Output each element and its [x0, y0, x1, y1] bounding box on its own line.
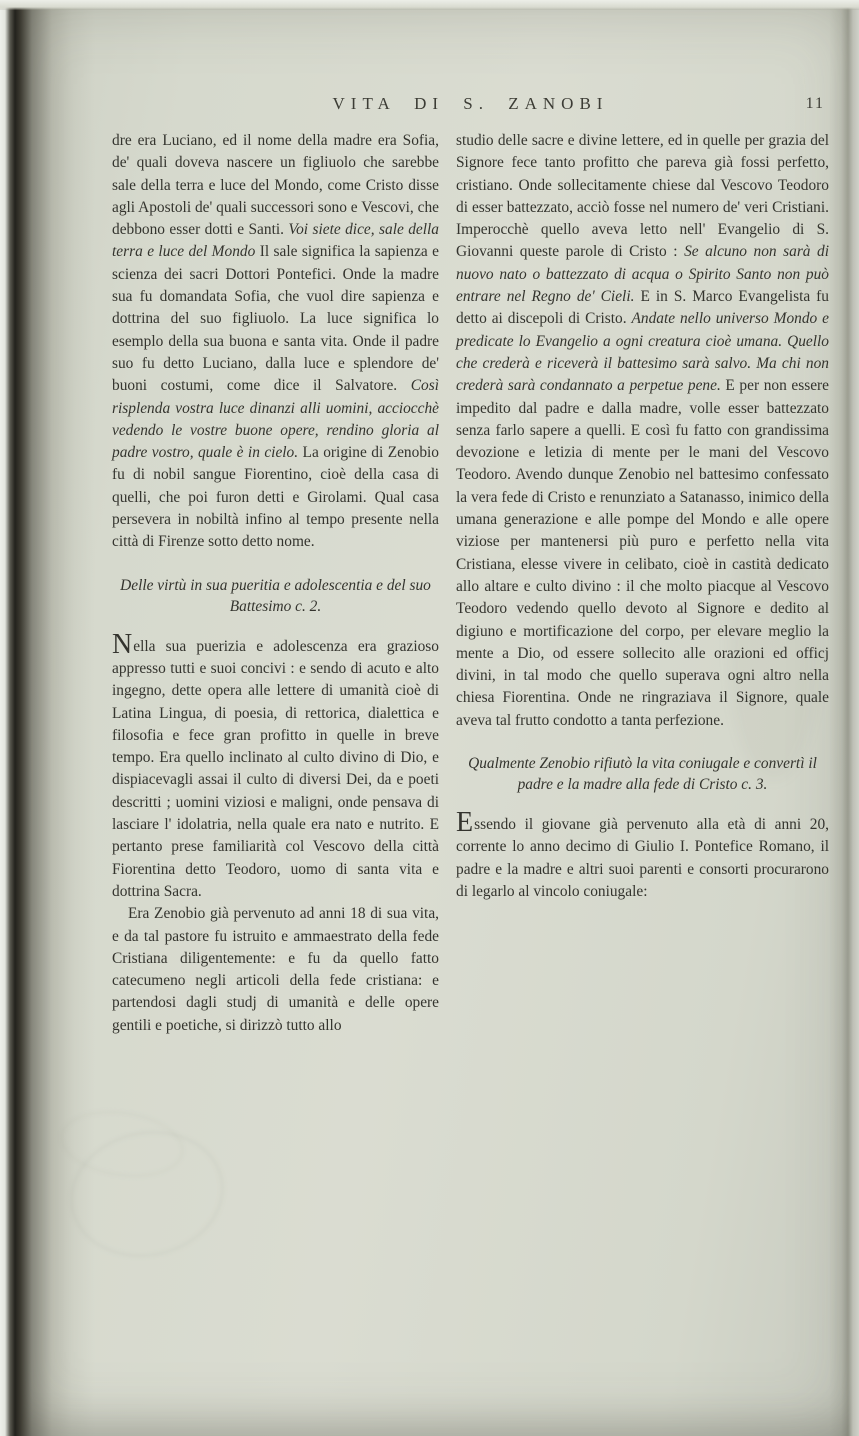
text-run: ella sua puerizia e adolescenza era grazioso appresso tutti e suoi concivi : e sendo di acuto e alto ingegno, dette opera alle lettere di umanità cioè di Latina Lingua, di poesia, di rettorica, dialettica e filosofia e fece gran profitto in quelle in breve tempo. Era quello inclinato al culto divino di Dio, e dispiacevagli assai il culto di diversi Dei, da e poeti descritti ; uomini viziosi e maligni, onde pensava di lasciare l' idolatria, nella quale era nato e nutrito. E pertanto prese familiarità col Vescovo della città Fiorentina detto Teodoro, uomo di santa vita e dottrina Sacra.	[112, 637, 439, 900]
paragraph: Essendo il giovane già pervenuto alla età di anni 20, corrente lo anno decimo di Giulio I. Pontefice Romano, il padre e la madre e altri suoi parenti e consorti procurarono di legarlo al vincolo coniugale:	[456, 807, 829, 900]
text-run: studio delle sacre e divine lettere, ed in quelle per grazia del Signore fece tanto profitto che pareva già fossi perfetto, cristiano. Onde sollecitamente chiese dal Vescovo Teodoro di esser battezzato, acciò fosse nel numero de' veri Cristiani. Imperocchè quello aveva letto nell' Evangelio di S. Giovanni queste parole di Cristo :	[456, 132, 829, 261]
page-number: 11	[805, 95, 825, 112]
page-right-edge	[829, 0, 859, 1436]
text-run-italic: Voi siete dice, sale della terra e luce del Mondo	[112, 221, 439, 261]
text-columns	[112, 130, 829, 1037]
book-spine-shadow	[0, 0, 95, 1436]
running-header	[112, 94, 829, 118]
left-column	[112, 130, 439, 1037]
text-run: E per non essere impedito dal padre e dalla madre, volle esser battezzato senza farlo sapere a quelli. E così fu fatto con grandissima devozione e letizia di mente per le mani del Vescovo Teodoro. Avendo dunque Zenobio nel battesimo confessato la vera fede di Cristo e renunziato a Satanasso, inimico della umana generazione e alle pompe del Mondo e alle opere viziose per mantenersi più puro e perfetto nella vita Cristiana, elesse vivere in celibato, cioè in castità dedicato allo altare e culto divino : il che molto piacque al Vescovo Teodoro vedendo quello devoto al Signore e dedito al digiuno e mortificazione del corpo, per elevare meglio la mente a Dio, od essere sollecito alle orazioni ed officj divini, in tal modo che quello superava ogni altro nella chiesa Fiorentina. Onde ne ringraziava il Signore, quale aveva tal frutto condotto a tanta perfezione.	[456, 377, 829, 729]
chapter-heading: Delle virtù in sua pueritia e adolescentia e del suo Battesimo c. 2.	[120, 576, 431, 615]
paragraph	[456, 130, 829, 732]
paragraph	[112, 130, 439, 554]
text-run: Il sale significa la sapienza e scienza dei sacri Dottori Pontefici. Onde la madre sua fu domandata Sofia, che vuol dire sapienza e dottrina del suo figliuolo. La luce significa lo esemplo della sua buona e santa vita. Onde il padre suo fu detto Luciano, dalla luce e splendore de' buoni costumi, come dice il Salvatore.	[112, 243, 439, 395]
text-run-italic: Così risplenda vostra luce dinanzi alli uomini, acciocchè vedendo le vostre buone opere, rendino gloria al padre vostro, quale è in cielo.	[112, 377, 439, 462]
text-run: ssendo il giovane già pervenuto alla età di anni 20, corrente lo anno decimo di Giulio I. Pontefice Romano, il padre e la madre e altri suoi parenti e consorti procurarono di legarlo al vincolo coniugale:	[456, 816, 829, 900]
chapter-heading: Qualmente Zenobio rifiutò la vita coniugale e convertì il padre e la madre alla fede di Cristo c. 3.	[468, 755, 817, 794]
paragraph: Nella sua puerizia e adolescenza era grazioso appresso tutti e suoi concivi : e sendo di acuto e alto ingegno, dette opera alle lettere di umanità cioè di Latina Lingua, di poesia, di rettorica, dialettica e filosofia e fece gran profitto in quelle in breve tempo. Era quello inclinato al culto divino di Dio, e dispiacevagli assai il culto di diversi Dei, da e poeti descritti ; uomini viziosi e maligni, onde pensava di lasciare l' idolatria, nella quale era nato e nutrito. E pertanto prese familiarità col Vescovo della città Fiorentina detto Teodoro, uomo di santa vita e dottrina Sacra.	[112, 628, 439, 900]
text-run-italic: Se alcuno non sarà di nuovo nato o battezzato di acqua o Spirito Santo non può entrare nel Regno de' Cieli.	[456, 243, 829, 306]
text-run: La origine di Zenobio fu di nobil sangue Fiorentino, cioè della casa di quelli, che poi furon detti e Girolami. Qual casa persevera in nobiltà infino al tempo presente nella città di Firenze sotto detto nome.	[112, 444, 439, 551]
page-title: VITA DI S. ZANOBI	[332, 94, 609, 113]
paper-stain	[56, 1104, 188, 1185]
text-run-italic: Andate nello universo Mondo e predicate lo Evangelio a ogni creatura cioè umana. Quello che crederà e riceverà il battesimo sarà salvo. Ma chi non crederà sarà condannato a perpetue pene.	[456, 310, 829, 395]
page-content	[112, 0, 829, 1037]
text-run: E in S. Marco Evangelista fu detto ai discepoli di Cristo.	[456, 288, 830, 328]
paper-stain	[59, 1117, 235, 1270]
text-run: dre era Luciano, ed il nome della madre era Sofia, de' quali doveva nascere un figliuolo che sarebbe sale della terra e luce del Mondo, come Cristo disse agli Apostoli de' quali successori sono e Vescovi, che debbono esser dotti e Santi.	[112, 132, 439, 239]
right-column	[456, 130, 829, 1037]
paragraph: Era Zenobio già pervenuto ad anni 18 di sua vita, e da tal pastore fu istruito e ammaestrato della fede Cristiana diligentemente: e fu da quello fatto catecumeno negli articoli della fede cristiana: e partendosi dagli studj di umanità e delle opere gentili e poetiche, si dirizzò tutto allo	[112, 905, 439, 1034]
